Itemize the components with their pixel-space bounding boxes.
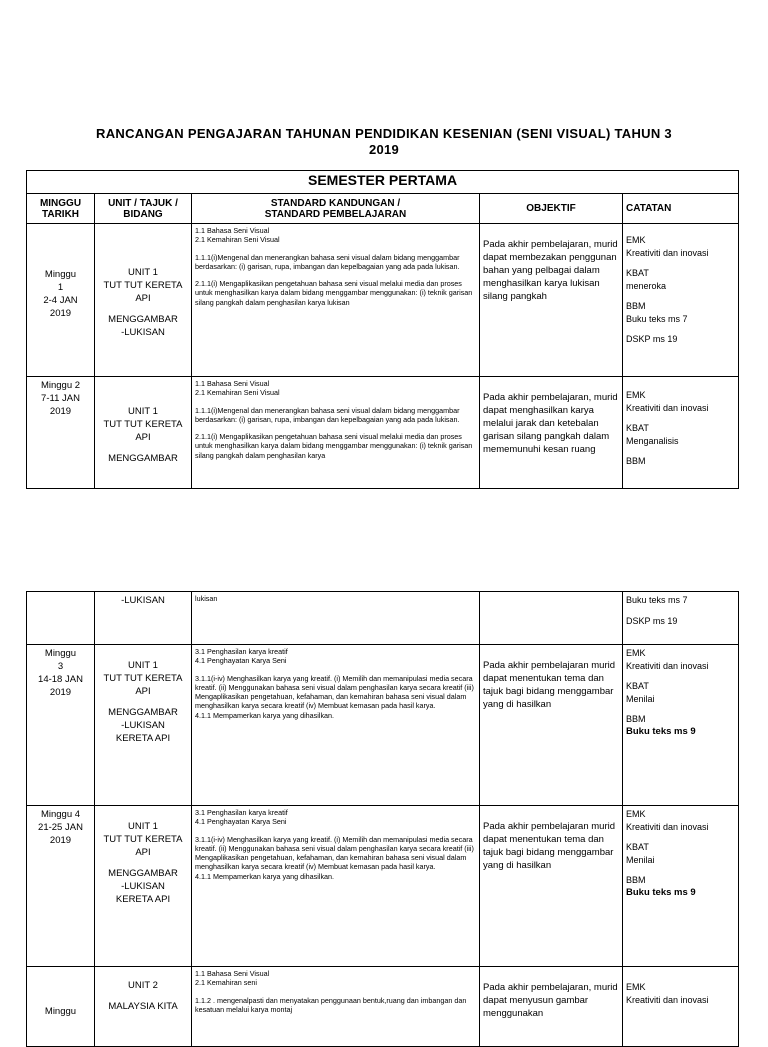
unit-cell: -LUKISAN bbox=[95, 592, 192, 645]
week-cell: Minggu bbox=[27, 967, 95, 1047]
notes-cell: EMK Kreativiti dan inovasi KBAT Menilai BBM Buku teks ms 9 bbox=[623, 645, 739, 806]
unit-cell: UNIT 2 MALAYSIA KITA bbox=[95, 967, 192, 1047]
document-title-line-1: RANCANGAN PENGAJARAN TAHUNAN PENDIDIKAN KESENIAN (SENI VISUAL) TAHUN 3 bbox=[96, 126, 672, 141]
notes-cell: EMK Kreativiti dan inovasi KBAT Menilai BBM Buku teks ms 9 bbox=[623, 806, 739, 967]
header-catatan: CATATAN bbox=[623, 194, 739, 224]
notes-cell: EMK Kreativiti dan inovasi KBAT Menganalisis BBM bbox=[623, 377, 739, 489]
header-objektif: OBJEKTIF bbox=[480, 194, 623, 224]
standard-cell: 1.1 Bahasa Seni Visual 2.1 Kemahiran seni 1.1.2 . mengenalpasti dan menyatakan penggunaan bentuk,ruang dan imbangan dan kesatuan melalui karya montaj bbox=[192, 967, 480, 1047]
table-header-row bbox=[27, 194, 739, 224]
textbook-ref: Buku teks ms 9 bbox=[626, 886, 696, 898]
objective-cell: Pada akhir pembelajaran murid dapat menentukan tema dan tajuk bagi bidang menggambar yang di hasilkan bbox=[480, 806, 623, 967]
notes-cell: Buku teks ms 7 DSKP ms 19 bbox=[623, 592, 739, 645]
document-title-line-2: 2019 bbox=[368, 142, 400, 157]
week-cell bbox=[27, 592, 95, 645]
week-cell: Minggu 3 14-18 JAN 2019 bbox=[27, 645, 95, 806]
header-unit-tajuk-bidang: UNIT / TAJUK / BIDANG bbox=[95, 194, 192, 224]
standard-cell: lukisan bbox=[192, 592, 480, 645]
lesson-plan-table-page-1 bbox=[26, 170, 739, 489]
table-row bbox=[27, 592, 739, 645]
objective-cell: Pada akhir pembelajaran, murid dapat membezakan penggunan bahan yang pelbagai dalam menghasilkan karya lukisan silang pangkah bbox=[480, 224, 623, 377]
objective-cell bbox=[480, 592, 623, 645]
unit-cell: UNIT 1 TUT TUT KERETA API MENGGAMBAR -LUKISAN KERETA API bbox=[95, 645, 192, 806]
standard-cell: 3.1 Penghasilan karya kreatif 4.1 Penghayatan Karya Seni 3.1.1(i-iv) Menghasilkan karya yang kreatif. (i) Memilih dan memanipulasi media secara kreatif. (ii) Menggunakan bahasa seni visual dalam penghasilan karya secara kreatif (iii) Mengaplikasikan pengetahuan, kefahaman, dan kemahiran bahasa seni visual dalam menghasilkan karya secara kreatif (iv) Membuat kemasan pada hasil karya. 4.1.1 Mempamerkan karya yang dihasilkan. bbox=[192, 645, 480, 806]
notes-cell: EMK Kreativiti dan inovasi bbox=[623, 967, 739, 1047]
table-row bbox=[27, 645, 739, 806]
header-minggu-tarikh: MINGGU TARIKH bbox=[27, 194, 95, 224]
notes-cell: EMK Kreativiti dan inovasi KBAT meneroka BBM Buku teks ms 7 DSKP ms 19 bbox=[623, 224, 739, 377]
header-standard: STANDARD KANDUNGAN / STANDARD PEMBELAJARAN bbox=[192, 194, 480, 224]
standard-cell: 1.1 Bahasa Seni Visual 2.1 Kemahiran Seni Visual 1.1.1(i)Mengenal dan menerangkan bahasa seni visual dalam bidang menggambar berdasarkan: (i) garisan, rupa, imbangan dan kepelbagaian yang ada pada lukisan. 2.1.1(i) Mengaplikasikan pengetahuan bahasa seni visual melalui media dan proses untuk menghasilkan karya dalam bidang menggambar menggunakan: (i) teknik garisan silang pangkah dalam penghasilan karya lukisan bbox=[192, 224, 480, 377]
table-row bbox=[27, 806, 739, 967]
week-cell: Minggu 4 21-25 JAN 2019 bbox=[27, 806, 95, 967]
table-row bbox=[27, 377, 739, 489]
objective-cell: Pada akhir pembelajaran murid dapat menentukan tema dan tajuk bagi bidang menggambar yang di hasilkan bbox=[480, 645, 623, 806]
objective-cell: Pada akhir pembelajaran, murid dapat menyusun gambar menggunakan bbox=[480, 967, 623, 1047]
semester-heading: SEMESTER PERTAMA bbox=[27, 171, 739, 194]
document-title bbox=[40, 126, 728, 158]
table-row bbox=[27, 224, 739, 377]
lesson-plan-table-page-2 bbox=[26, 591, 739, 1047]
table-row bbox=[27, 967, 739, 1047]
unit-cell: UNIT 1 TUT TUT KERETA API MENGGAMBAR bbox=[95, 377, 192, 489]
standard-cell: 1.1 Bahasa Seni Visual 2.1 Kemahiran Seni Visual 1.1.1(i)Mengenal dan menerangkan bahasa seni visual dalam bidang menggambar berdasarkan: (i) garisan, rupa, imbangan dan kepelbagaian yang ada pada lukisan. 2.1.1(i) Mengaplikasikan pengetahuan bahasa seni visual melalui media dan proses untuk menghasilkan karya dalam bidang menggambar menggunakan: (i) teknik garisan silang pangkah dalam penghasilan karya bbox=[192, 377, 480, 489]
textbook-ref: Buku teks ms 9 bbox=[626, 725, 696, 737]
week-cell: Minggu 1 2-4 JAN 2019 bbox=[27, 224, 95, 377]
standard-cell: 3.1 Penghasilan karya kreatif 4.1 Penghayatan Karya Seni 3.1.1(i-iv) Menghasilkan karya yang kreatif. (i) Memilih dan memanipulasi media secara kreatif. (ii) Menggunakan bahasa seni visual dalam penghasilan karya secara kreatif (iii) Mengaplikasikan pengetahuan, kefahaman, dan kemahiran bahasa seni visual dalam menghasilkan karya secara kreatif (iv) Membuat kemasan pada hasil karya. 4.1.1 Mempamerkan karya yang dihasilkan. bbox=[192, 806, 480, 967]
unit-cell: UNIT 1 TUT TUT KERETA API MENGGAMBAR -LUKISAN bbox=[95, 224, 192, 377]
week-cell: Minggu 2 7-11 JAN 2019 bbox=[27, 377, 95, 489]
unit-cell: UNIT 1 TUT TUT KERETA API MENGGAMBAR -LUKISAN KERETA API bbox=[95, 806, 192, 967]
objective-cell: Pada akhir pembelajaran, murid dapat menghasilkan karya melalui jarak dan ketebalan garisan silang pangkah dalam mememunuhi kesan ruang bbox=[480, 377, 623, 489]
